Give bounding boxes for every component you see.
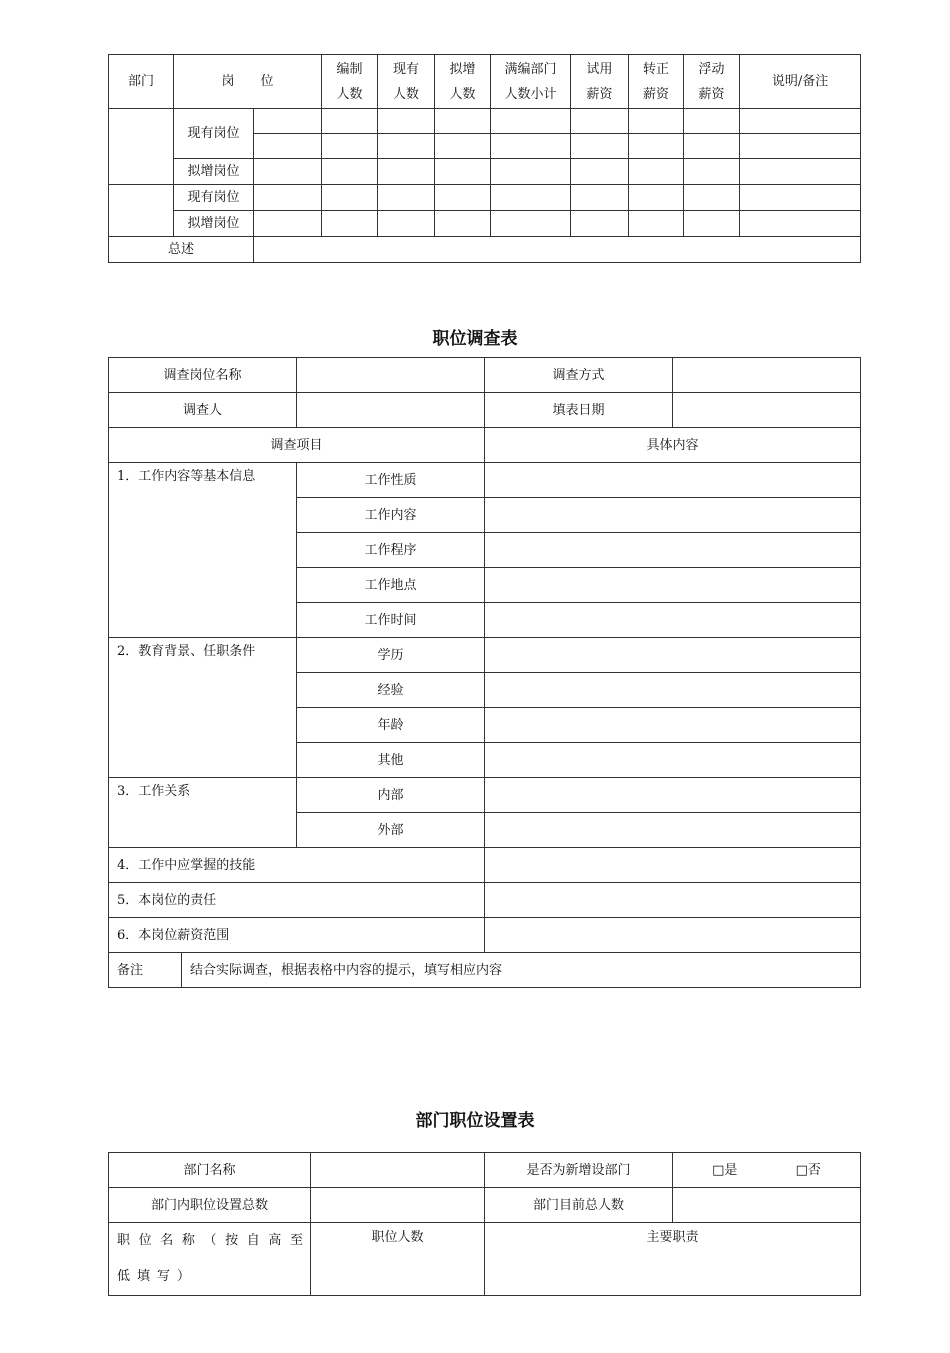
group-label: 1．工作内容等基本信息 — [109, 463, 297, 638]
remark-row — [109, 953, 861, 988]
content-field[interactable] — [485, 568, 861, 603]
content-field[interactable] — [485, 883, 861, 918]
item-label: 工作地点 — [297, 568, 485, 603]
duties-header: 主要职责 — [485, 1223, 861, 1296]
header-post: 岗 位 — [174, 55, 322, 109]
cell[interactable] — [491, 159, 571, 185]
cell[interactable] — [629, 211, 684, 237]
table-row — [109, 393, 861, 428]
cell[interactable] — [491, 134, 571, 159]
item-label: 内部 — [297, 778, 485, 813]
position-name-header-text: 职位名称（按自高至低填写） — [117, 1233, 310, 1284]
is-new-options — [673, 1153, 861, 1188]
dept-cell[interactable] — [109, 109, 174, 185]
table-row — [109, 159, 861, 185]
cell[interactable] — [435, 185, 491, 211]
cell[interactable] — [254, 185, 322, 211]
content-field[interactable] — [485, 743, 861, 778]
cell[interactable] — [684, 211, 740, 237]
summary-label: 总述 — [109, 237, 254, 263]
table-row — [109, 1188, 861, 1223]
investigator-label: 调查人 — [109, 393, 297, 428]
cell[interactable] — [740, 159, 861, 185]
header-add — [435, 55, 491, 109]
headcount-table — [108, 54, 861, 263]
item-label: 工作性质 — [297, 463, 485, 498]
current-headcount-label: 部门目前总人数 — [485, 1188, 673, 1223]
cell[interactable] — [378, 134, 435, 159]
table-row — [109, 428, 861, 463]
content-field[interactable] — [485, 708, 861, 743]
group-label: 2．教育背景、任职条件 — [109, 638, 297, 778]
table-row — [109, 918, 861, 953]
cell[interactable] — [435, 109, 491, 134]
header-row — [109, 55, 861, 109]
row-label-proposed: 拟增岗位 — [174, 159, 254, 185]
cell[interactable] — [740, 134, 861, 159]
cell[interactable] — [322, 185, 378, 211]
content-field[interactable] — [485, 848, 861, 883]
header-float-line2: 薪资 — [698, 86, 725, 102]
content-field[interactable] — [485, 638, 861, 673]
header-add-line2: 人数 — [449, 86, 476, 102]
table-row — [109, 638, 861, 673]
table-row — [109, 883, 861, 918]
summary-row — [109, 237, 861, 263]
cell[interactable] — [491, 185, 571, 211]
item-header: 调查项目 — [109, 428, 485, 463]
total-positions-field[interactable] — [311, 1188, 485, 1223]
header-trial-line1: 试用 — [586, 61, 613, 77]
header-note: 说明/备注 — [740, 55, 861, 109]
header-budget-line2: 人数 — [336, 86, 363, 102]
cell[interactable] — [322, 159, 378, 185]
header-budget-line1: 编制 — [336, 61, 363, 77]
position-survey-table — [108, 357, 861, 988]
header-regular-line1: 转正 — [643, 61, 670, 77]
header-budget — [322, 55, 378, 109]
position-name-field[interactable] — [297, 358, 485, 393]
cell[interactable] — [435, 134, 491, 159]
dept-position-title: 部门职位设置表 — [415, 1111, 535, 1131]
cell[interactable] — [684, 159, 740, 185]
investigator-field[interactable] — [297, 393, 485, 428]
cell[interactable] — [684, 134, 740, 159]
content-field[interactable] — [485, 813, 861, 848]
header-full-line1: 满编部门 — [504, 61, 557, 77]
item-label: 经验 — [297, 673, 485, 708]
dept-cell[interactable] — [109, 185, 174, 237]
header-add-line1: 拟增 — [449, 61, 476, 77]
remark-text: 结合实际调查，根据表格中内容的提示，填写相应内容 — [182, 953, 861, 988]
table-row — [109, 211, 861, 237]
cell[interactable] — [629, 109, 684, 134]
table-row — [109, 185, 861, 211]
remark-label: 备注 — [109, 953, 182, 988]
total-positions-label: 部门内职位设置总数 — [109, 1188, 311, 1223]
table-row — [109, 1223, 861, 1296]
cell[interactable] — [435, 211, 491, 237]
cell[interactable] — [435, 159, 491, 185]
cell[interactable] — [322, 211, 378, 237]
content-header: 具体内容 — [485, 428, 861, 463]
survey-title: 职位调查表 — [432, 329, 518, 349]
cell[interactable] — [378, 185, 435, 211]
item-label: 学历 — [297, 638, 485, 673]
cell[interactable] — [571, 134, 629, 159]
position-name-header — [109, 1223, 311, 1296]
content-field[interactable] — [485, 463, 861, 498]
single-item-label: 6．本岗位薪资范围 — [109, 918, 485, 953]
header-current-line2: 人数 — [393, 86, 420, 102]
item-label: 外部 — [297, 813, 485, 848]
table-row — [109, 109, 861, 134]
table-row — [109, 778, 861, 813]
cell[interactable] — [491, 109, 571, 134]
header-trial-line2: 薪资 — [586, 86, 613, 102]
cell[interactable] — [684, 109, 740, 134]
dept-position-table — [108, 1152, 861, 1296]
date-field[interactable] — [673, 393, 861, 428]
header-current-line1: 现有 — [393, 61, 420, 77]
headcount-header: 职位人数 — [311, 1223, 485, 1296]
header-regular — [629, 55, 684, 109]
cell[interactable] — [254, 134, 322, 159]
content-field[interactable] — [485, 673, 861, 708]
cell[interactable] — [254, 211, 322, 237]
dept-name-label: 部门名称 — [109, 1153, 311, 1188]
cell[interactable] — [322, 109, 378, 134]
header-dept: 部门 — [109, 55, 174, 109]
cell[interactable] — [740, 211, 861, 237]
cell[interactable] — [740, 109, 861, 134]
table-row — [109, 1153, 861, 1188]
method-label: 调查方式 — [485, 358, 673, 393]
summary-cell[interactable] — [254, 237, 861, 263]
item-label: 工作程序 — [297, 533, 485, 568]
cell[interactable] — [629, 159, 684, 185]
is-new-label: 是否为新增设部门 — [485, 1153, 673, 1188]
row-label-proposed: 拟增岗位 — [174, 211, 254, 237]
method-field[interactable] — [673, 358, 861, 393]
cell[interactable] — [571, 109, 629, 134]
cell[interactable] — [322, 134, 378, 159]
cell[interactable] — [254, 159, 322, 185]
table-row — [109, 358, 861, 393]
cell[interactable] — [571, 185, 629, 211]
content-field[interactable] — [485, 533, 861, 568]
content-field[interactable] — [485, 603, 861, 638]
header-trial — [571, 55, 629, 109]
table-row — [109, 463, 861, 498]
item-label: 工作内容 — [297, 498, 485, 533]
cell[interactable] — [254, 109, 322, 134]
content-field[interactable] — [485, 778, 861, 813]
item-label: 年龄 — [297, 708, 485, 743]
date-label: 填表日期 — [485, 393, 673, 428]
cell[interactable] — [629, 134, 684, 159]
table-row — [109, 848, 861, 883]
cell[interactable] — [571, 159, 629, 185]
cell[interactable] — [629, 185, 684, 211]
content-field[interactable] — [485, 498, 861, 533]
item-label: 其他 — [297, 743, 485, 778]
cell[interactable] — [378, 159, 435, 185]
content-field[interactable] — [485, 918, 861, 953]
row-label-existing: 现有岗位 — [174, 109, 254, 159]
single-item-label: 5．本岗位的责任 — [109, 883, 485, 918]
header-float-line1: 浮动 — [698, 61, 725, 77]
cell[interactable] — [740, 185, 861, 211]
item-label: 工作时间 — [297, 603, 485, 638]
cell[interactable] — [491, 211, 571, 237]
cell[interactable] — [378, 211, 435, 237]
single-item-label: 4．工作中应掌握的技能 — [109, 848, 485, 883]
header-regular-line2: 薪资 — [643, 86, 670, 102]
cell[interactable] — [378, 109, 435, 134]
group-label: 3．工作关系 — [109, 778, 297, 848]
header-float — [684, 55, 740, 109]
header-full — [491, 55, 571, 109]
cell[interactable] — [684, 185, 740, 211]
header-current — [378, 55, 435, 109]
header-full-line2: 人数小计 — [504, 86, 557, 102]
no-checkbox[interactable]: □否 — [795, 1162, 821, 1178]
position-name-label: 调查岗位名称 — [109, 358, 297, 393]
row-label-existing: 现有岗位 — [174, 185, 254, 211]
dept-name-field[interactable] — [311, 1153, 485, 1188]
cell[interactable] — [571, 211, 629, 237]
current-headcount-field[interactable] — [673, 1188, 861, 1223]
yes-checkbox[interactable]: □是 — [712, 1162, 738, 1178]
